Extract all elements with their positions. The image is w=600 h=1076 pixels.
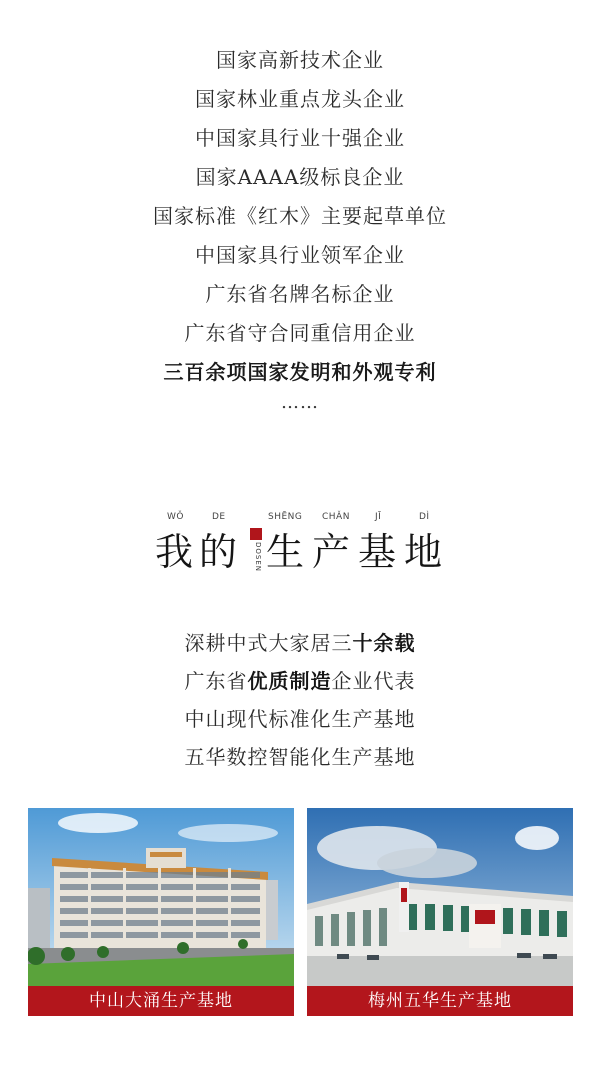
title-char: 基 (358, 530, 397, 574)
title-char: 生 (266, 530, 305, 574)
honor-line-patents: 三百余项国家发明和外观专利 (163, 360, 437, 384)
honors-ellipsis: …… (281, 392, 319, 413)
pinyin-label: DE (212, 512, 226, 522)
title-char: 地 (404, 530, 443, 574)
title-char: 我 (155, 530, 194, 574)
section-title (0, 512, 600, 572)
feature-line: 中山现代标准化生产基地 (184, 707, 416, 731)
seal-text: DOSEN (254, 542, 262, 573)
honor-line: 国家高新技术企业 (216, 48, 384, 72)
seal-mark-icon (250, 528, 262, 540)
pinyin-label: WǑ (167, 512, 184, 522)
features-list (0, 624, 600, 776)
feature-line: 深耕中式大家居三十余载 (184, 631, 416, 655)
brand-seal (250, 528, 262, 576)
honor-line: 国家林业重点龙头企业 (195, 87, 405, 111)
pinyin-label: JĪ (375, 512, 382, 522)
honor-line: 国家标准《红木》主要起草单位 (153, 204, 447, 228)
honor-line: 中国家具行业领军企业 (195, 243, 405, 267)
honor-line: 国家AAAA级标良企业 (195, 165, 405, 189)
honor-line: 广东省名牌名标企业 (205, 282, 395, 306)
feature-line: 广东省优质制造企业代表 (184, 669, 416, 693)
wuhua-base-caption: 梅州五华生产基地 (307, 986, 573, 1016)
pinyin-label: CHǍN (322, 512, 350, 522)
pinyin-label: DÌ (419, 512, 430, 522)
honor-line: 广东省守合同重信用企业 (184, 321, 416, 345)
pinyin-label: SHĒNG (268, 512, 303, 522)
title-char: 产 (312, 530, 351, 574)
honor-line: 中国家具行业十强企业 (195, 126, 405, 150)
zhongshan-base-caption: 中山大涌生产基地 (28, 986, 294, 1016)
feature-line: 五华数控智能化生产基地 (184, 745, 416, 769)
wuhua-base-photo (307, 808, 573, 986)
honors-list (0, 41, 600, 414)
zhongshan-base-photo (28, 808, 294, 986)
title-char: 的 (199, 530, 238, 574)
